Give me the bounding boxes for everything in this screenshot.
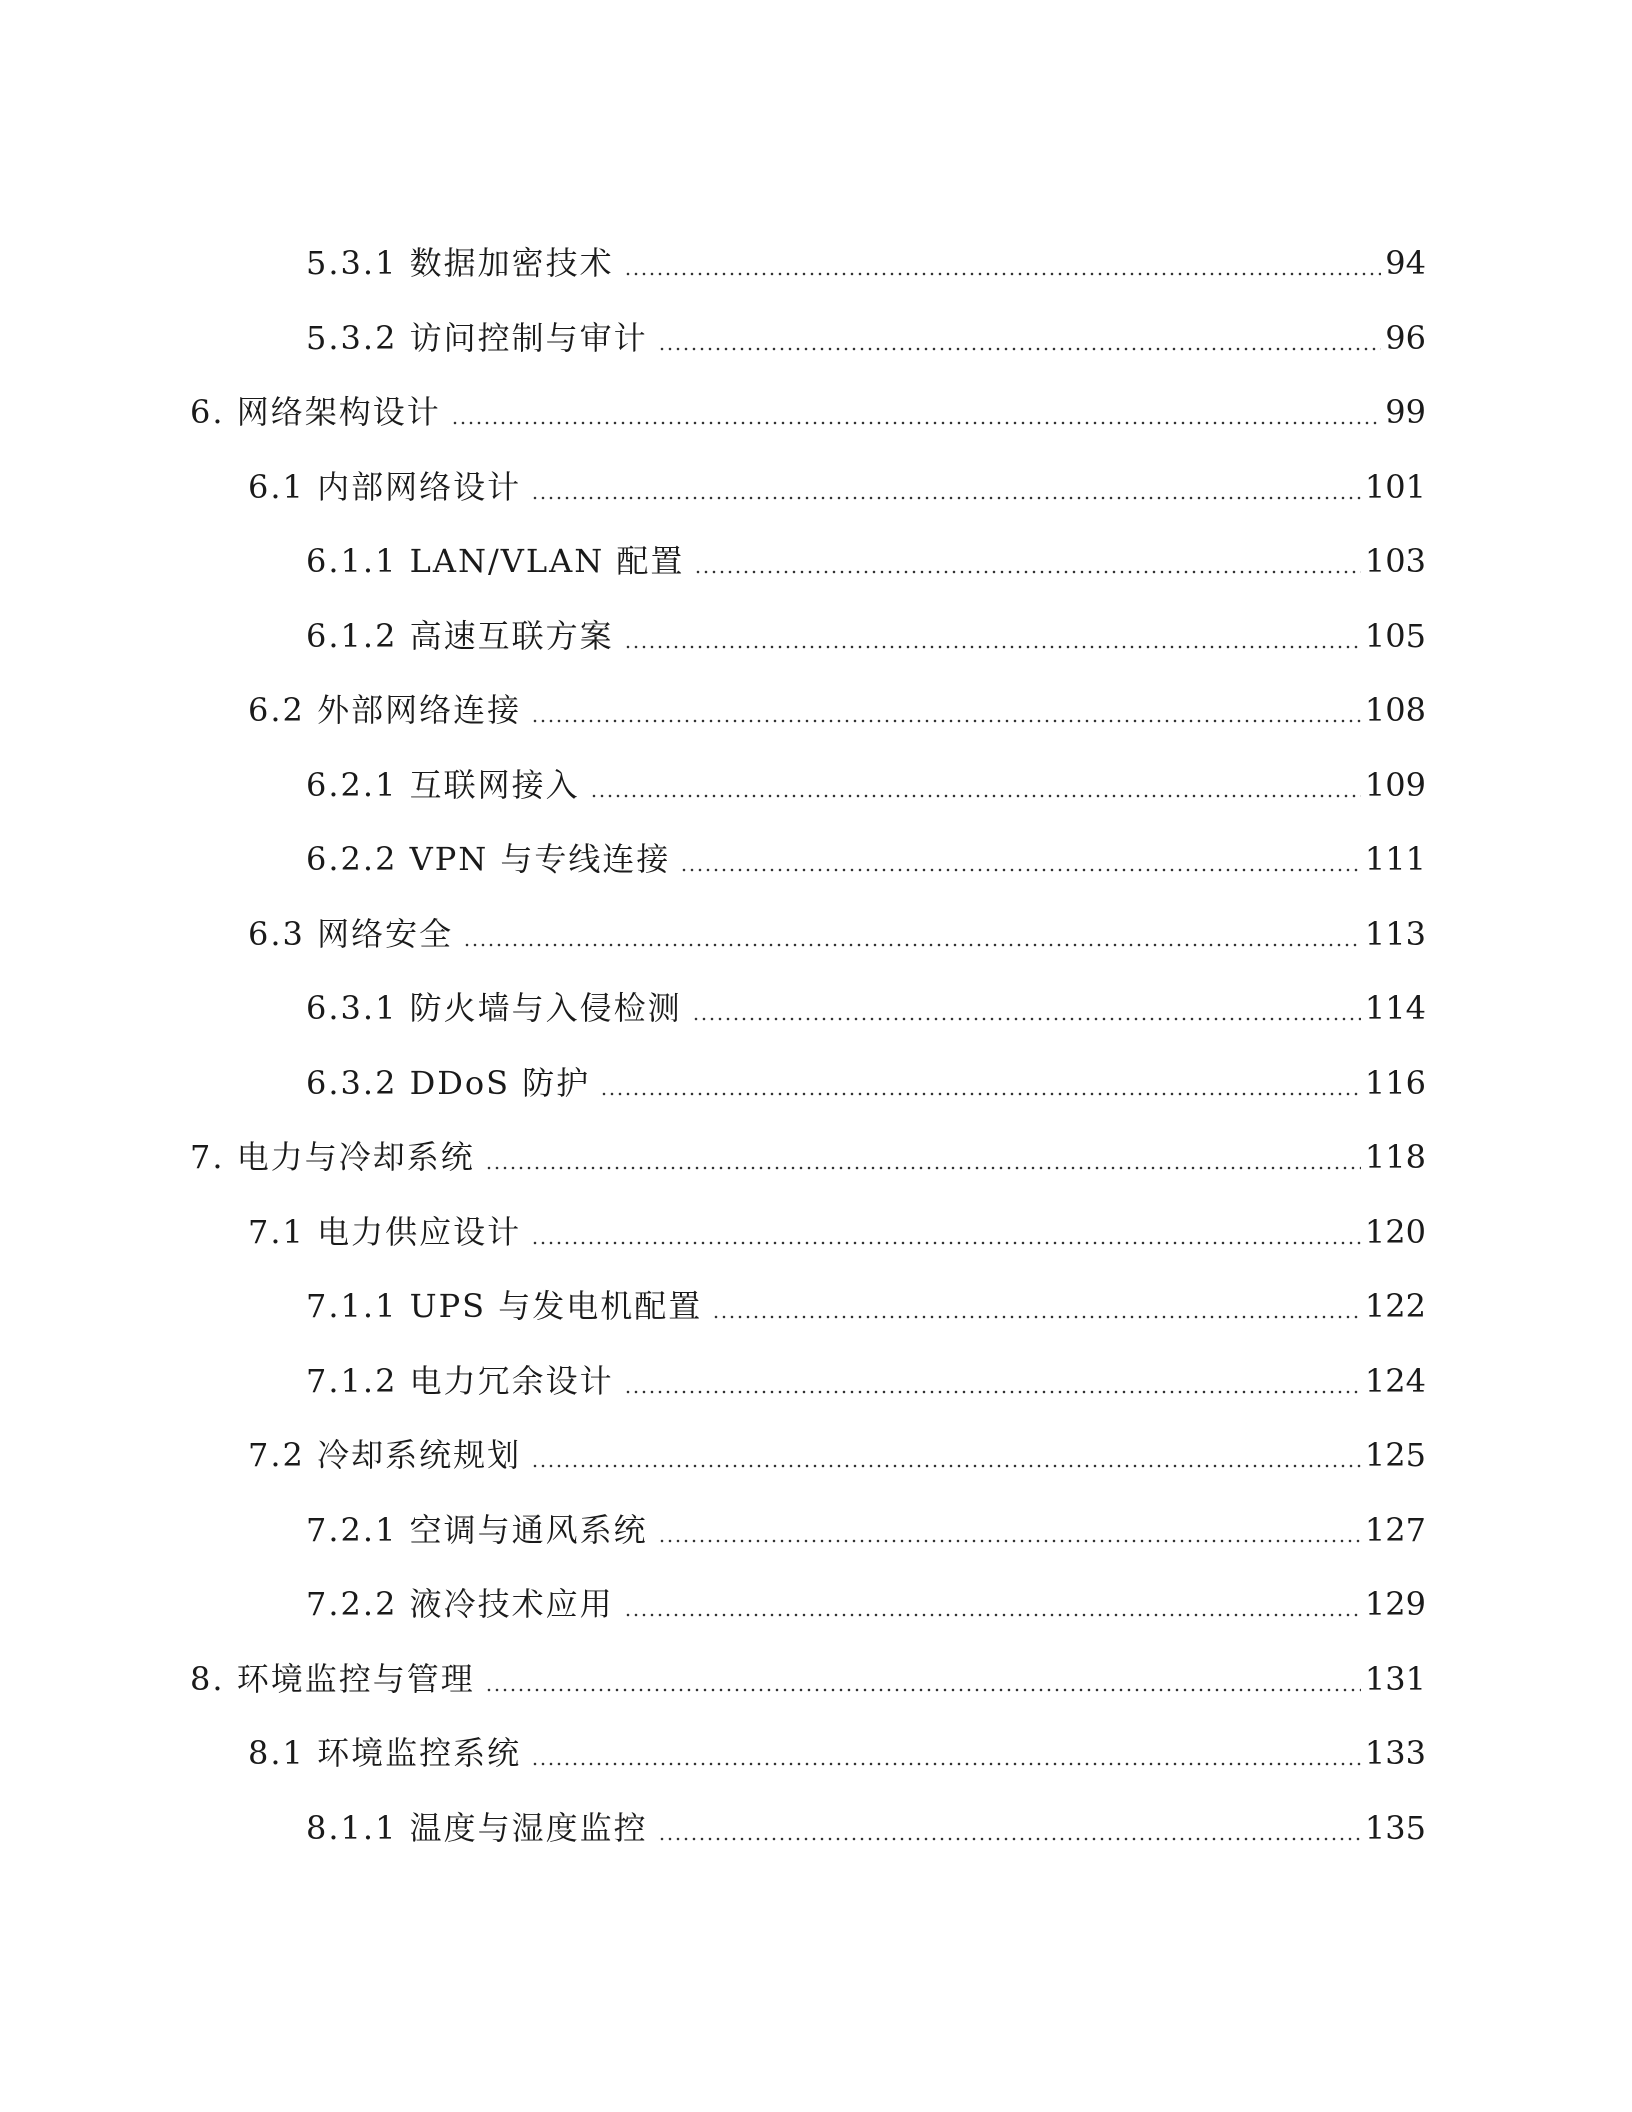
toc-entry[interactable] <box>0 301 1632 376</box>
toc-entry-page: 131 <box>1364 1659 1426 1698</box>
toc-entry-title: 7.2 冷却系统规划 <box>248 1436 522 1475</box>
dot-leader <box>624 645 1361 649</box>
toc-entry[interactable] <box>0 1791 1632 1866</box>
toc-entry-page: 113 <box>1364 914 1426 953</box>
toc-entry[interactable] <box>0 1046 1632 1121</box>
dot-leader <box>531 1241 1361 1245</box>
toc-entry-page: 133 <box>1364 1734 1426 1773</box>
toc-entry[interactable] <box>0 450 1632 525</box>
toc-entry[interactable] <box>0 971 1632 1046</box>
toc-entry[interactable] <box>0 1269 1632 1344</box>
dot-leader <box>712 1315 1361 1319</box>
toc-entry-page: 114 <box>1364 989 1426 1028</box>
toc-entry-page: 118 <box>1364 1138 1426 1177</box>
toc-entry[interactable] <box>0 1642 1632 1717</box>
toc-entry-page: 127 <box>1364 1510 1426 1549</box>
dot-leader <box>694 570 1361 574</box>
toc-entry-title: 6.1.1 LAN/VLAN 配置 <box>306 542 685 581</box>
toc-entry-title: 6.1.2 高速互联方案 <box>306 616 614 655</box>
dot-leader <box>692 1017 1361 1021</box>
dot-leader <box>463 943 1361 947</box>
dot-leader <box>485 1688 1361 1692</box>
toc-entry-title: 6.3 网络安全 <box>248 914 454 953</box>
toc-entry[interactable] <box>0 1716 1632 1791</box>
toc-entry-page: 116 <box>1364 1063 1426 1102</box>
toc-entry[interactable] <box>0 1418 1632 1493</box>
toc-entry[interactable] <box>0 1493 1632 1568</box>
toc-entry-title: 6.2.1 互联网接入 <box>306 765 580 804</box>
dot-leader <box>680 868 1361 872</box>
dot-leader <box>590 794 1361 798</box>
dot-leader <box>531 1762 1361 1766</box>
dot-leader <box>658 1837 1361 1841</box>
toc-entry-page: 108 <box>1364 691 1426 730</box>
toc-entry-title: 6. 网络架构设计 <box>190 393 441 432</box>
dot-leader <box>531 719 1361 723</box>
toc-entry-page: 111 <box>1364 840 1426 879</box>
toc-entry-title: 7.1.1 UPS 与发电机配置 <box>306 1287 703 1326</box>
toc-entry-title: 7. 电力与冷却系统 <box>190 1138 475 1177</box>
toc-entry[interactable] <box>0 748 1632 823</box>
toc-entry-title: 7.2.2 液冷技术应用 <box>306 1585 614 1624</box>
toc-entry-title: 6.2.2 VPN 与专线连接 <box>306 840 671 879</box>
toc-entry-title: 6.3.1 防火墙与入侵检测 <box>306 989 682 1028</box>
toc-entry-title: 8.1.1 温度与湿度监控 <box>306 1808 648 1847</box>
toc-entry-page: 109 <box>1364 765 1426 804</box>
toc-entry-page: 122 <box>1364 1287 1426 1326</box>
dot-leader <box>658 347 1382 351</box>
toc-entry-title: 6.1 内部网络设计 <box>248 467 522 506</box>
toc-entry-page: 120 <box>1364 1212 1426 1251</box>
toc-entry-page: 103 <box>1364 542 1426 581</box>
toc-entry-title: 7.1.2 电力冗余设计 <box>306 1361 614 1400</box>
toc-entry[interactable] <box>0 1344 1632 1419</box>
toc-entry[interactable] <box>0 524 1632 599</box>
toc-entry[interactable] <box>0 599 1632 674</box>
dot-leader <box>531 1464 1361 1468</box>
toc-entry[interactable] <box>0 226 1632 301</box>
toc-entry-page: 94 <box>1385 244 1426 283</box>
dot-leader <box>658 1539 1361 1543</box>
toc-entry-page: 135 <box>1364 1808 1426 1847</box>
toc-entry-title: 7.1 电力供应设计 <box>248 1212 522 1251</box>
dot-leader <box>624 1390 1361 1394</box>
dot-leader <box>600 1092 1361 1096</box>
toc-entry[interactable] <box>0 375 1632 450</box>
toc-entry-page: 124 <box>1364 1361 1426 1400</box>
toc-entry-page: 99 <box>1385 393 1426 432</box>
toc-entry[interactable] <box>0 897 1632 972</box>
dot-leader <box>531 496 1361 500</box>
toc-entry-page: 129 <box>1364 1585 1426 1624</box>
toc-entry-title: 6.2 外部网络连接 <box>248 691 522 730</box>
toc-entry[interactable] <box>0 822 1632 897</box>
dot-leader <box>624 272 1382 276</box>
toc-entry-page: 125 <box>1364 1436 1426 1475</box>
toc-entry-title: 5.3.1 数据加密技术 <box>306 244 614 283</box>
toc-entry[interactable] <box>0 1120 1632 1195</box>
toc-entry-title: 6.3.2 DDoS 防护 <box>306 1063 591 1102</box>
toc-entry[interactable] <box>0 673 1632 748</box>
toc-entry-title: 8.1 环境监控系统 <box>248 1734 522 1773</box>
toc-entry[interactable] <box>0 1195 1632 1270</box>
table-of-contents <box>0 226 1632 1865</box>
dot-leader <box>485 1166 1361 1170</box>
toc-entry-title: 5.3.2 访问控制与审计 <box>306 318 648 357</box>
toc-entry-title: 8. 环境监控与管理 <box>190 1659 475 1698</box>
toc-entry-title: 7.2.1 空调与通风系统 <box>306 1510 648 1549</box>
dot-leader <box>624 1613 1361 1617</box>
dot-leader <box>451 421 1382 425</box>
toc-entry[interactable] <box>0 1567 1632 1642</box>
toc-entry-page: 96 <box>1385 318 1426 357</box>
toc-entry-page: 101 <box>1364 467 1426 506</box>
toc-entry-page: 105 <box>1364 616 1426 655</box>
